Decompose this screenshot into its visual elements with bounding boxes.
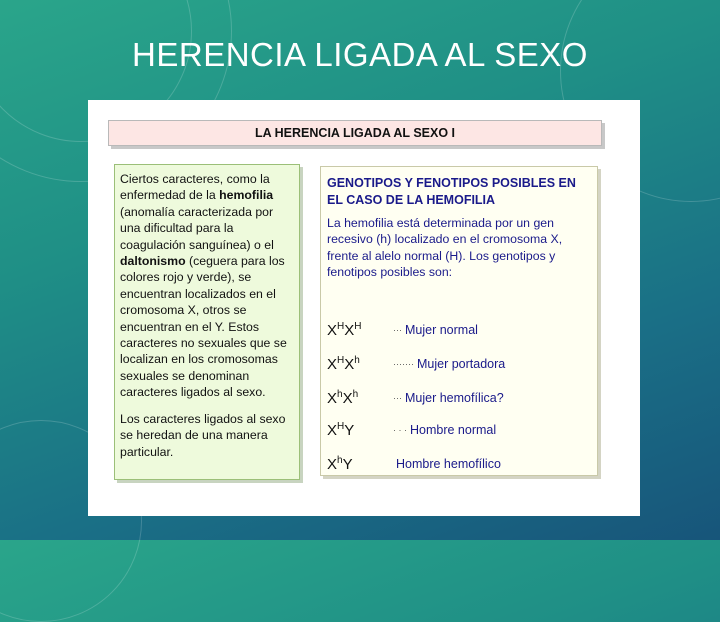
- leader-dots: ···: [393, 393, 402, 403]
- genotype: $X^HX^h$: [327, 355, 360, 373]
- leader-dots: ·······: [393, 359, 414, 369]
- leader-dots: · · ·: [393, 425, 407, 435]
- genotype: $X^hY$: [327, 455, 353, 473]
- genotype: $X^hX^h$: [327, 389, 359, 407]
- genotype: $X^HX^H$: [327, 321, 362, 339]
- left-paragraph-1: [120, 171, 294, 401]
- panel-banner: LA HERENCIA LIGADA AL SEXO I: [108, 120, 602, 146]
- para1-mid: (anomalía caracterizada por una dificultad para la coagulación sanguínea) o el: [120, 204, 274, 252]
- genotype: $X^HY$: [327, 421, 355, 439]
- para1-bold-daltonismo: daltonismo: [120, 254, 186, 269]
- left-text-box: [114, 164, 300, 480]
- para1-prefix: Ciertos caracteres, como la enfermedad de la: [120, 172, 270, 203]
- phenotype-label: Mujer portadora: [416, 357, 506, 371]
- genotype-row: [327, 453, 501, 475]
- slide-title: HERENCIA LIGADA AL SEXO: [132, 36, 588, 73]
- left-paragraph-2: Los caracteres ligados al sexo se heredan de una manera particular.: [120, 411, 286, 459]
- para1-suffix: (ceguera para los colores rojo y verde), se encuentran localizados en el cromosoma X, otros se encuentran en el Y. Estos caracteres no sexuales que se localizan en los cromosomas sexuales se denominan caracteres ligados al sexo.: [120, 254, 287, 400]
- genotype-row: [327, 419, 496, 441]
- right-box-description: La hemofilia está determinada por un gen recesivo (h) localizado en el cromosoma X, frente al alelo normal (H). Los genotipos y fenotipos posibles son:: [327, 216, 563, 280]
- phenotype-label: Hombre normal: [410, 423, 497, 437]
- right-box-title: GENOTIPOS Y FENOTIPOS POSIBLES EN EL CASO DE LA HEMOFILIA: [327, 176, 576, 207]
- phenotype-label: Hombre hemofílico: [396, 457, 501, 471]
- phenotype-label: Mujer normal: [405, 323, 478, 337]
- genotype-row: [327, 319, 478, 341]
- genotype-row: [327, 387, 504, 409]
- phenotype-label: Mujer hemofílica?: [405, 391, 504, 405]
- content-panel: [88, 100, 640, 516]
- para1-bold-hemofilia: hemofilia: [219, 188, 274, 203]
- genotype-row: [327, 353, 505, 375]
- right-genotype-box: [320, 166, 598, 476]
- leader-dots: ···: [393, 325, 402, 335]
